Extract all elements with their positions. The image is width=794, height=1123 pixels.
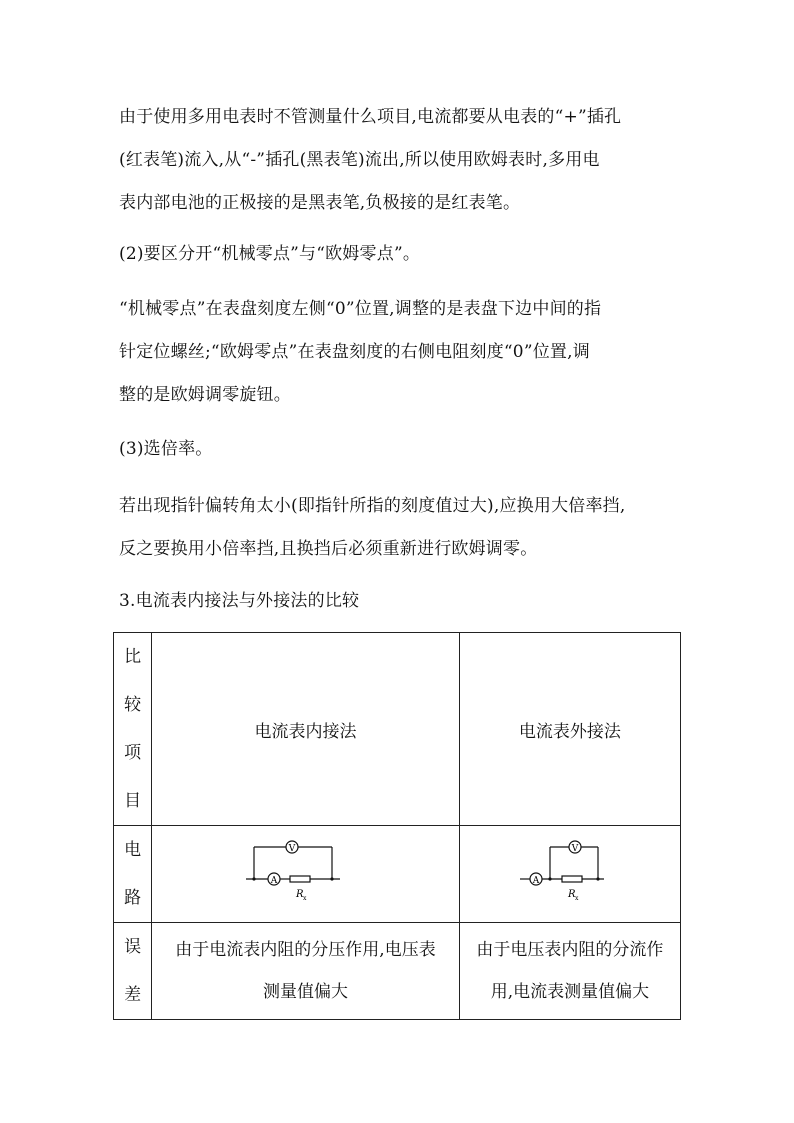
header-label-char: 较: [124, 695, 142, 715]
outer-error-line: 由于电压表内阻的分流作: [476, 940, 664, 960]
error-label-char: 误: [124, 937, 142, 957]
ammeter-symbol: A: [532, 875, 540, 886]
text-line: (2)要区分开“机械零点”与“欧姆零点”。: [119, 244, 421, 264]
header-label-char: 目: [124, 791, 142, 811]
table-row-error: [114, 923, 681, 1020]
text-line: (3)选倍率。: [119, 439, 213, 459]
outer-circuit-cell: [459, 826, 680, 923]
heading-zero-points: [119, 233, 689, 276]
text-line: 反之要换用小倍率挡,且换挡后必须重新进行欧姆调零。: [119, 539, 538, 559]
inner-error-cell: [152, 923, 460, 1020]
header-label-cell: [114, 633, 152, 826]
text-line: 针定位螺丝;“欧姆零点”在表盘刻度的右侧电阻刻度“0”位置,调: [119, 342, 590, 362]
table-row-circuit: [114, 826, 681, 923]
circuit-label-char: 电: [124, 840, 142, 860]
error-label-cell: [114, 923, 152, 1020]
inner-error-line: 测量值偏大: [263, 982, 348, 1002]
paragraph-select-range: [119, 485, 689, 571]
column-header-inner: 电流表内接法: [152, 633, 460, 826]
resistor-label: R: [567, 888, 576, 900]
resistor-subscript: x: [574, 894, 579, 902]
text-line: 由于使用多用电表时不管测量什么项目,电流都要从电表的“+”插孔: [119, 107, 622, 127]
ammeter-symbol: A: [270, 875, 277, 886]
voltmeter-symbol: V: [288, 843, 295, 854]
table-row-header: [114, 633, 681, 826]
inner-connection-diagram: [246, 837, 366, 907]
outer-error-line: 用,电流表测量值偏大: [490, 982, 650, 1002]
outer-connection-diagram: [520, 837, 620, 907]
inner-error-line: 由于电流表内阻的分压作用,电压表: [175, 940, 436, 960]
voltmeter-symbol: V: [571, 843, 579, 854]
resistor-subscript: x: [302, 894, 306, 902]
column-header-outer: 电流表外接法: [459, 633, 680, 826]
resistor-label: R: [295, 888, 304, 900]
inner-circuit-cell: [152, 826, 460, 923]
section-heading-comparison: [119, 580, 689, 623]
circuit-label-char: 路: [124, 888, 142, 908]
text-line: 若出现指针偏转角太小(即指针所指的刻度值过大),应换用大倍率挡,: [119, 496, 626, 516]
text-line: 表内部电池的正极接的是黑表笔,负极接的是红表笔。: [119, 193, 521, 213]
paragraph-current-direction: [119, 96, 689, 225]
text-line: (红表笔)流入,从“-”插孔(黑表笔)流出,所以使用欧姆表时,多用电: [119, 150, 600, 170]
header-label-char: 比: [124, 647, 142, 667]
text-line: 3.电流表内接法与外接法的比较: [119, 591, 360, 611]
resistor-icon: [562, 876, 582, 882]
outer-error-cell: [459, 923, 680, 1020]
resistor-icon: [290, 876, 310, 882]
paragraph-zero-points: [119, 288, 689, 417]
header-label-char: 项: [124, 743, 142, 763]
error-label-char: 差: [124, 985, 142, 1005]
circuit-label-cell: [114, 826, 152, 923]
text-line: “机械零点”在表盘刻度左侧“0”位置,调整的是表盘下边中间的指: [119, 299, 602, 319]
text-line: 整的是欧姆调零旋钮。: [119, 385, 291, 405]
heading-select-range: [119, 428, 689, 471]
comparison-table: [113, 632, 681, 1020]
